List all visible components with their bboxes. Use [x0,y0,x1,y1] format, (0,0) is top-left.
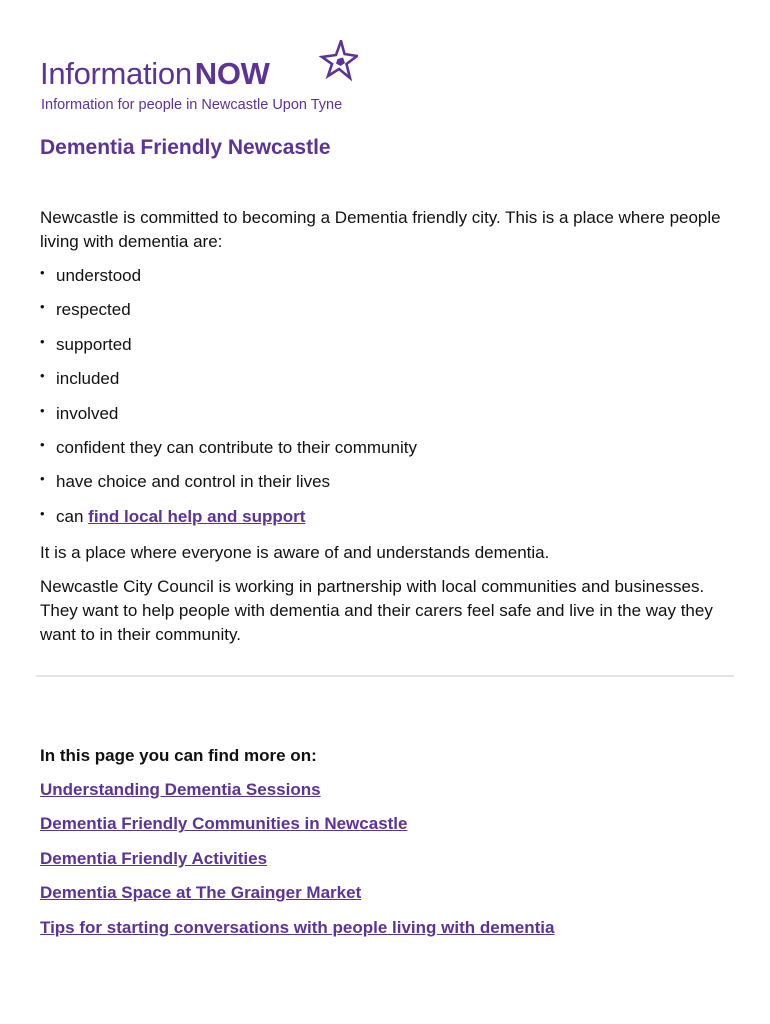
list-item-text: included [56,369,120,389]
intro-paragraph: Newcastle is committed to becoming a Dementia friendly city. This is a place where people living with dementia are: [40,208,721,251]
list-item [40,298,417,332]
bullet-icon: • [40,368,45,384]
list-item [40,333,417,367]
dementia-space-grainger-market-link[interactable]: Dementia Space at The Grainger Market [40,883,362,903]
list-item-text: confident they can contribute to their community [56,437,417,457]
list-item [40,881,554,915]
bullet-icon: • [40,265,45,280]
bullet-icon: • [40,505,45,521]
understanding-dementia-sessions-link[interactable]: Understanding Dementia Sessions [40,780,321,799]
list-item-text: supported [56,334,132,354]
dementia-friendly-communities-link[interactable]: Dementia Friendly Communities in Newcastle [40,814,408,834]
partnership-paragraph: Newcastle City Council is working in partnership with local communities and businesses. They want to help people with dementia and their carers feel safe and live in the way they want to in their community. [40,577,713,644]
in-page-links [40,778,554,950]
list-item [40,847,554,881]
list-item [40,505,417,539]
logo-brand-emphasis: NOW [194,56,270,91]
dementia-friendly-activities-link[interactable]: Dementia Friendly Activities [40,848,268,868]
bullet-icon: • [40,402,45,418]
list-item [40,916,554,950]
bullet-icon: • [40,436,45,452]
list-item [40,778,554,812]
list-item [40,812,554,846]
list-item [40,436,417,470]
list-item-text: involved [56,403,119,423]
star-icon [312,40,358,82]
logo-wordmark [40,54,270,94]
awareness-paragraph: It is a place where everyone is aware of and understands dementia. [40,543,550,562]
bullet-icon: • [40,299,45,315]
section-divider [36,675,734,677]
list-item [40,367,417,401]
find-local-help-link[interactable]: find local help and support [88,506,306,526]
logo-tagline: Information for people in Newcastle Upon Tyne [41,97,343,113]
list-item-text: understood [56,266,142,285]
list-item [40,470,417,504]
site-logo[interactable] [40,40,370,120]
list-item-text: have choice and control in their lives [56,472,331,492]
conversation-tips-link[interactable]: Tips for starting conversations with people living with dementia [40,917,555,937]
page-title: Dementia Friendly Newcastle [40,136,331,159]
list-item [40,264,417,298]
list-item-text: respected [56,300,131,320]
list-item-text: can [56,506,84,526]
more-on-heading: In this page you can find more on: [40,746,317,765]
qualities-list [40,264,417,539]
logo-brand-name: Information [40,56,192,91]
list-item [40,402,417,436]
bullet-icon: • [40,471,45,487]
bullet-icon: • [40,333,45,349]
